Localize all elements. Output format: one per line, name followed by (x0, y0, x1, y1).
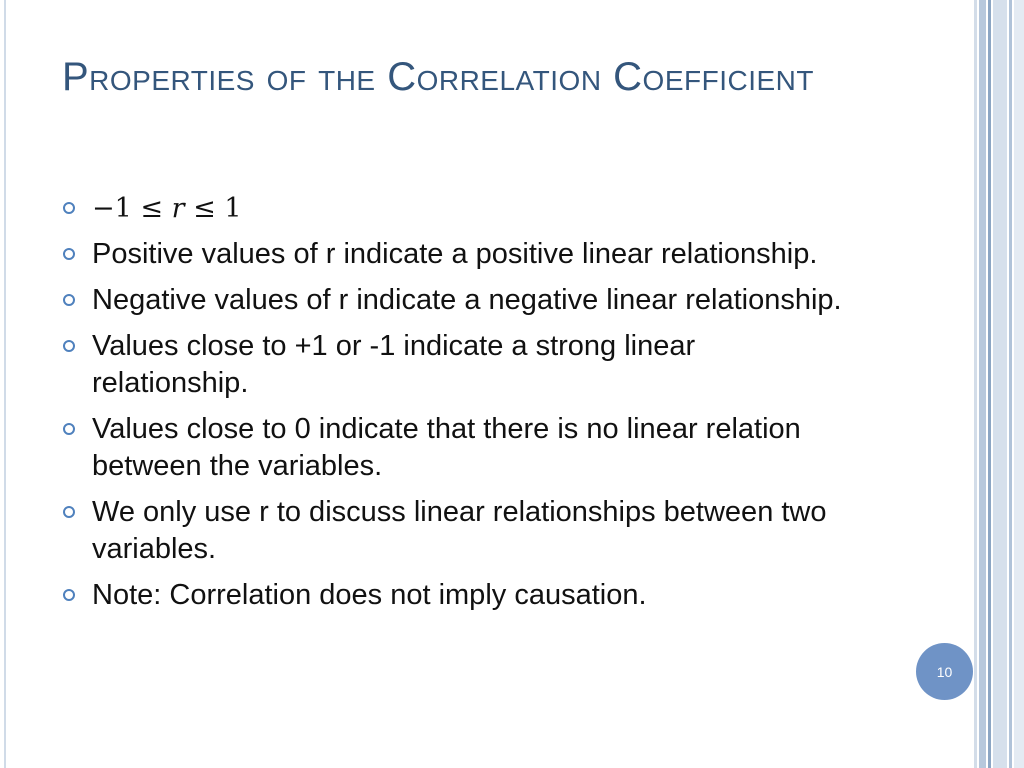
formula-variable: r (171, 193, 185, 224)
bullet-item (62, 282, 852, 319)
bullet-item (62, 328, 852, 402)
bullet-text: We only use r to discuss linear relationships between two variables. (92, 496, 827, 565)
slide-title: Properties of the Correlation Coefficient (62, 55, 814, 99)
right-border-stripe (1014, 0, 1024, 768)
bullet-text: Note: Correlation does not imply causation. (92, 579, 647, 611)
formula-part: ≤ (131, 193, 172, 224)
right-border-stripe (1009, 0, 1012, 768)
bullet-ring-icon (63, 248, 75, 260)
bullet-ring-icon (63, 589, 75, 601)
bullet-item (62, 494, 852, 568)
bullet-text: Values close to +1 or -1 indicate a strong linear relationship. (92, 330, 696, 399)
inequality-formula (92, 193, 242, 224)
bullet-ring-icon (63, 423, 75, 435)
formula-part: 1 (224, 193, 242, 224)
bullet-item (62, 411, 852, 485)
bullet-text: Values close to 0 indicate that there is no linear relation between the variables. (92, 413, 801, 482)
bullet-item (62, 577, 852, 614)
bullet-ring-icon (63, 506, 75, 518)
bullet-ring-icon (63, 294, 75, 306)
formula-part: ≤ (184, 193, 225, 224)
bullet-item (62, 236, 852, 273)
bullet-item (62, 190, 852, 227)
bullet-ring-icon (63, 202, 75, 214)
right-border-stripe (979, 0, 986, 768)
right-border-stripe (988, 0, 991, 768)
bullet-text: Positive values of r indicate a positive linear relationship. (92, 238, 818, 270)
bullet-list (62, 190, 852, 623)
bullet-text: Negative values of r indicate a negative linear relationship. (92, 284, 842, 316)
formula-part: −1 (92, 193, 132, 224)
left-border-line (4, 0, 6, 768)
page-number-badge (916, 643, 973, 700)
right-border-stripe (993, 0, 1007, 768)
bullet-ring-icon (63, 340, 75, 352)
right-border-stripe (974, 0, 977, 768)
page-number: 10 (936, 663, 953, 680)
